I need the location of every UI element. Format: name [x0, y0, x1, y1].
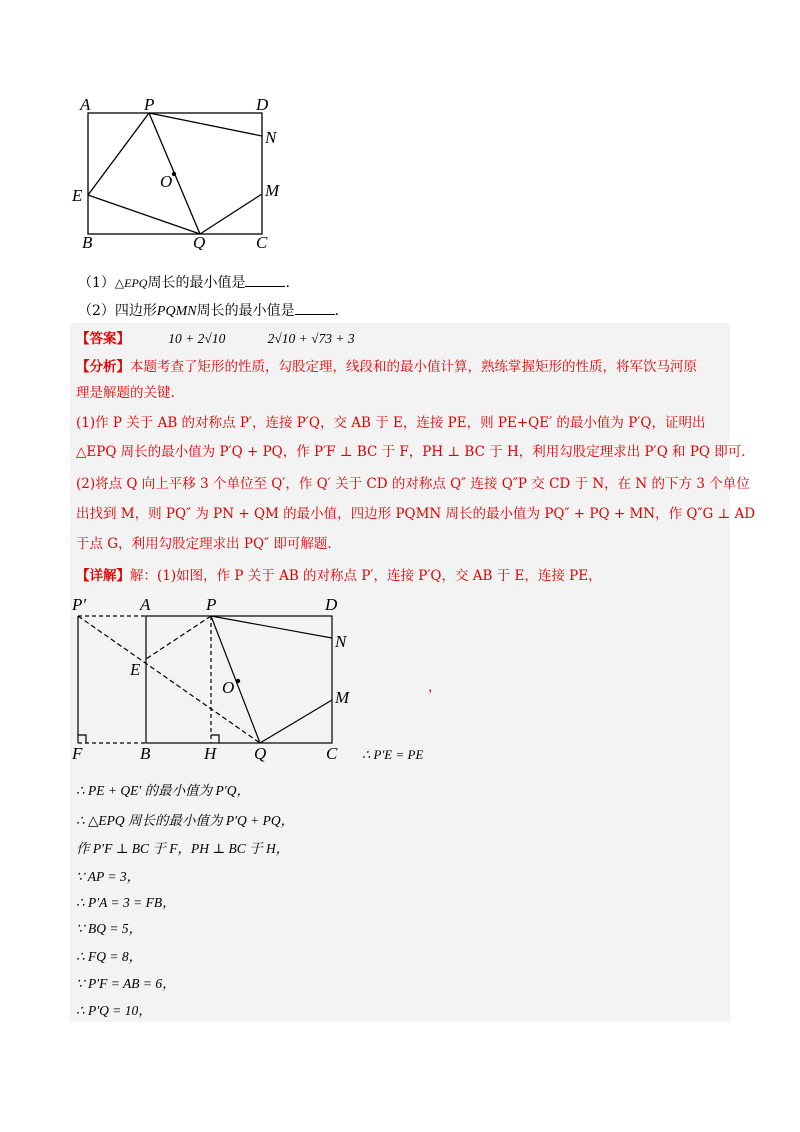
- step-3: 作 P′F ⊥ BC 于 F，PH ⊥ BC 于 H，: [76, 841, 290, 856]
- label-b: B: [82, 233, 93, 250]
- label-n2: N: [335, 632, 347, 651]
- detail-intro: 【详解】解：(1)如图，作 P 关于 AB 的对称点 P′，连接 P′Q，交 AB 于 E，连接 PE，: [76, 568, 602, 584]
- analysis-tag: 【分析】: [76, 359, 130, 375]
- label-f2: F: [72, 744, 83, 763]
- label-a: A: [80, 95, 91, 114]
- analysis-p2-line-1: (2)将点 Q 向上平移 3 个单位至 Q′，作 Q′ 关于 CD 的对称点 Q″ 连接 Q″P 交 CD 于 N，在 N 的下方 3 个单位: [76, 476, 750, 492]
- step-7: ∴ FQ = 8，: [76, 949, 143, 964]
- step-2: ∴ △EPQ 周长的最小值为 P′Q + PQ，: [76, 813, 295, 828]
- label-m: M: [265, 181, 280, 200]
- label-o: O: [160, 172, 173, 191]
- analysis-p2-line-3: 于点 G，利用勾股定理求出 PQ″ 即可解题.: [76, 536, 332, 552]
- figure-rectangle-abcd: [70, 90, 290, 250]
- label-p: P: [144, 95, 155, 114]
- label-c: C: [256, 233, 268, 250]
- stray-mark: ，: [428, 679, 442, 695]
- label-o2: O: [222, 678, 235, 697]
- label-d2: D: [325, 595, 338, 614]
- label-h2: H: [204, 744, 217, 763]
- step-1: ∴ PE + QE′ 的最小值为 P′Q，: [76, 783, 250, 798]
- step-9: ∴ P′Q = 10，: [76, 1003, 152, 1018]
- q1-blank: [245, 274, 285, 287]
- label-e2: E: [130, 660, 141, 679]
- q2-text: 周长的最小值是: [196, 303, 295, 319]
- q1-text: 周长的最小值是: [147, 275, 246, 291]
- label-e: E: [72, 186, 83, 205]
- step-8: ∵ P′F = AB = 6，: [76, 976, 176, 991]
- answer-1: 10 + 2√10: [168, 331, 226, 346]
- q1-triangle: △EPQ: [114, 276, 148, 290]
- label-a2: A: [140, 595, 151, 614]
- label-d: D: [256, 95, 269, 114]
- label-b2: B: [140, 744, 151, 763]
- step-5: ∴ P′A = 3 = FB，: [76, 895, 176, 910]
- label-c2: C: [326, 744, 338, 763]
- q2-blank: [295, 302, 335, 315]
- analysis-p2-line-2: 出找到 M，则 PQ″ 为 PN + QM 的最小值，四边形 PQMN 周长的最小值为 PQ″ + PQ + MN，作 Q″G ⊥ AD: [76, 506, 756, 522]
- answer-tag: 【答案】: [76, 331, 130, 347]
- figure-reflection: [70, 593, 370, 763]
- label-n: N: [265, 128, 277, 147]
- analysis-p1-line-1: (1)作 P 关于 AB 的对称点 P′，连接 P′Q，交 AB 于 E，连接 PE，则 PE+QE′ 的最小值为 P′Q，证明出: [76, 415, 706, 431]
- side-note: ∴ P′E = PE: [362, 747, 424, 762]
- step-6: ∵ BQ = 5，: [76, 921, 143, 936]
- analysis-line-1: 【分析】本题考查了矩形的性质，勾股定理，线段和的最小值计算，熟练掌握矩形的性质，将军饮马河原: [76, 359, 697, 375]
- label-p-prime: P′: [72, 595, 87, 614]
- answer-row: [76, 324, 355, 354]
- analysis-p1-line-2: △EPQ 周长的最小值为 P′Q + PQ，作 P′F ⊥ BC 于 F，PH ⊥ BC 于 H，利用勾股定理求出 P′Q 和 PQ 即可.: [76, 444, 746, 460]
- label-p2: P: [206, 595, 217, 614]
- label-q2: Q: [254, 744, 267, 763]
- q2-shape: PQMN: [156, 304, 197, 319]
- step-4: ∵ AP = 3，: [76, 869, 141, 884]
- q2-number: （2）四边形: [78, 303, 157, 319]
- answer-2: 2√10 + √73 + 3: [267, 331, 355, 346]
- label-q: Q: [193, 233, 206, 250]
- question-2: （2）四边形PQMN周长的最小值是 .: [78, 303, 340, 319]
- detail-tag: 【详解】: [76, 568, 130, 584]
- analysis-line-2: 理是解题的关键.: [76, 385, 175, 401]
- question-1: （1）△EPQ周长的最小值是 .: [78, 275, 290, 291]
- q1-number: （1）: [78, 275, 115, 291]
- label-m2: M: [335, 688, 350, 707]
